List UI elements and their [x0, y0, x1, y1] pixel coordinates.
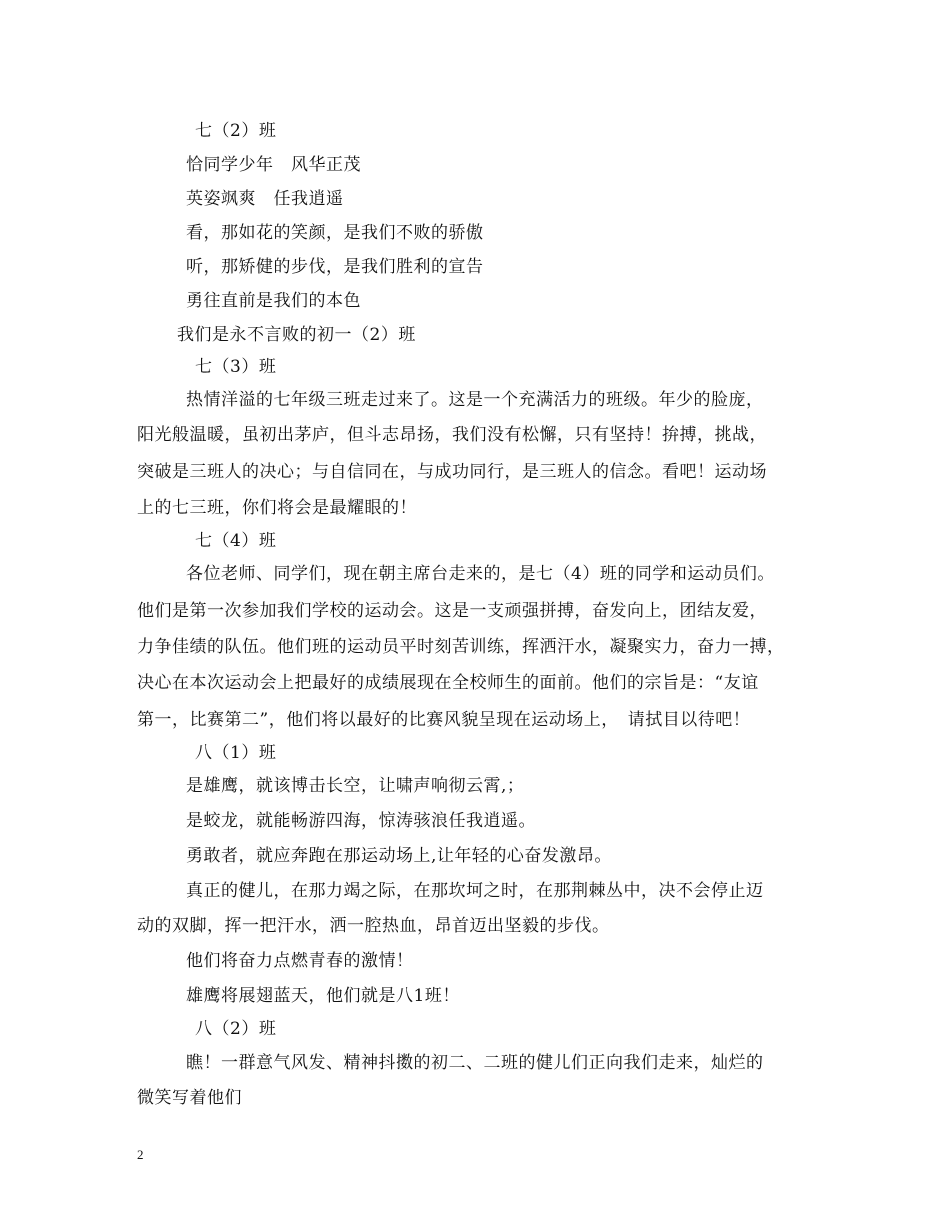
- text-line: 上的七三班，你们将会是最耀眼的！: [137, 498, 417, 518]
- text-line: 热情洋溢的七年级三班走过来了。这是一个充满活力的班级。年少的脸庞，: [186, 390, 764, 410]
- text-line: 力争佳绩的队伍。他们班的运动员平时刻苦训练，挥洒汗水，凝聚实力，奋力一搏，: [137, 637, 785, 657]
- text-line: 是蛟龙，就能畅游四海，惊涛骇浪任我逍遥。: [186, 811, 536, 831]
- text-line: 恰同学少年 风华正茂: [186, 155, 361, 175]
- text-line: 看，那如花的笑颜，是我们不败的骄傲: [186, 223, 484, 243]
- text-line: 决心在本次运动会上把最好的成绩展现在全校师生的面前。他们的宗旨是：“友谊: [137, 673, 759, 693]
- text-line: 他们是第一次参加我们学校的运动会。这是一支顽强拼搏，奋发向上，团结友爱，: [137, 601, 767, 621]
- text-line: 微笑写着他们: [137, 1088, 242, 1108]
- text-line: 动的双脚，挥一把汗水，洒一腔热血，昂首迈出坚毅的步伐。: [137, 916, 610, 936]
- class-heading-8-1: 八（1）班: [195, 743, 277, 763]
- text-line: 勇敢者，就应奔跑在那运动场上,让年轻的心奋发激昂。: [186, 846, 612, 866]
- text-line: 是雄鹰，就该博击长空，让啸声响彻云霄,；: [186, 776, 525, 796]
- text-line: 听，那矫健的步伐，是我们胜利的宣告: [186, 257, 484, 277]
- text-line: 我们是永不言败的初一（2）班: [177, 325, 416, 345]
- text-line: 他们将奋力点燃青春的激情！: [186, 951, 414, 971]
- text-line: 第一，比赛第二”，他们将以最好的比赛风貌呈现在运动场上， 请拭目以待吧！: [137, 710, 751, 730]
- text-line: 瞧！一群意气风发、精神抖擞的初二、二班的健儿们正向我们走来，灿烂的: [186, 1053, 764, 1073]
- class-heading-7-4: 七（4）班: [195, 531, 277, 551]
- text-line: 突破是三班人的决心；与自信同在，与成功同行，是三班人的信念。看吧！运动场: [137, 462, 767, 482]
- text-line: 雄鹰将展翅蓝天，他们就是八1班！: [186, 986, 460, 1006]
- text-line: 真正的健儿，在那力竭之际，在那坎坷之时，在那荆棘丛中，决不会停止迈: [186, 881, 764, 901]
- text-line: 英姿飒爽 任我逍遥: [186, 189, 344, 209]
- class-heading-8-2: 八（2）班: [195, 1019, 277, 1039]
- text-line: 阳光般温暖，虽初出茅庐，但斗志昂扬，我们没有松懈，只有坚持！拚搏，挑战，: [137, 425, 767, 445]
- page-number: 2: [137, 1147, 144, 1162]
- text-line: 勇往直前是我们的本色: [186, 291, 361, 311]
- text-line: 各位老师、同学们，现在朝主席台走来的，是七（4）班的同学和运动员们。: [186, 564, 775, 584]
- class-heading-7-3: 七（3）班: [195, 357, 277, 377]
- class-heading-7-2: 七（2）班: [195, 121, 277, 141]
